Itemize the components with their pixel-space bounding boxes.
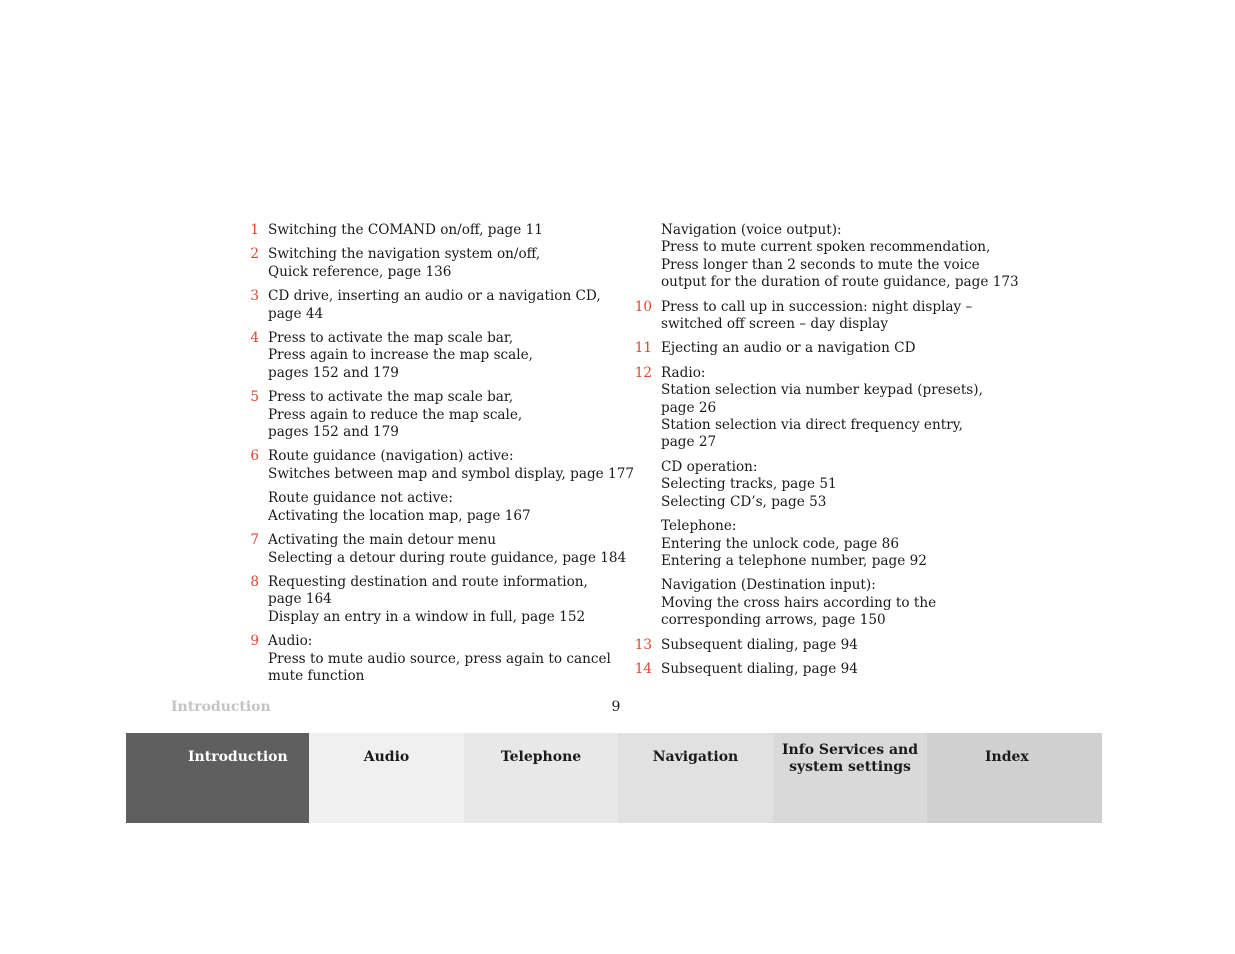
list-item (240, 330, 610, 382)
section-title: Introduction (171, 699, 271, 715)
list-item (240, 448, 634, 525)
item-number: 14 (634, 660, 652, 677)
item-number: 7 (250, 532, 259, 549)
item-number: 6 (250, 448, 259, 465)
item-text-line: Activating the main detour menu (268, 532, 497, 549)
item-text-line: Selecting tracks, page 51 (661, 476, 837, 493)
item-number: 4 (250, 330, 259, 347)
item-paragraph (268, 574, 610, 626)
item-paragraph (268, 288, 610, 323)
tab-info-services[interactable] (773, 733, 927, 823)
tab-audio[interactable] (309, 733, 464, 823)
item-paragraph (661, 637, 1010, 654)
item-number: 8 (250, 573, 259, 590)
item-text-line: switched off screen – day display (661, 316, 889, 333)
item-text-line: mute function (268, 667, 365, 684)
item-text-line: Selecting a detour during route guidance, page 184 (268, 549, 627, 566)
item-text-line: Telephone: (661, 518, 737, 535)
item-text-line: Subsequent dialing, page 94 (661, 636, 858, 653)
item-text-line: output for the duration of route guidance, page 173 (661, 274, 1019, 291)
item-paragraph (268, 389, 610, 441)
item-number: 9 (250, 633, 259, 650)
item-paragraph (661, 340, 1010, 357)
item-number: 3 (250, 288, 259, 305)
item-text-line: Entering a telephone number, page 92 (661, 552, 927, 569)
right-column (630, 222, 1019, 685)
item-number: 2 (250, 246, 259, 263)
tab-info-services-label-line1: Info Services and (781, 742, 919, 758)
list-item (630, 661, 1010, 678)
item-text-line: Switching the navigation system on/off, (268, 246, 541, 263)
tab-navigation-label: Navigation (652, 749, 739, 765)
item-text-line: Switches between map and symbol display, page 177 (268, 465, 634, 482)
item-number: 12 (634, 364, 652, 381)
list-item (240, 246, 610, 281)
item-text-line: Ejecting an audio or a navigation CD (661, 340, 916, 357)
list-item (630, 299, 1010, 334)
item-text-line: page 27 (661, 434, 717, 451)
item-text-line: pages 152 and 179 (268, 364, 399, 381)
list-item (630, 637, 1010, 654)
item-paragraph (268, 330, 610, 382)
item-paragraph (661, 222, 1019, 292)
item-text-line: Press longer than 2 seconds to mute the voice (661, 256, 980, 273)
item-text-line: Moving the cross hairs according to the (661, 594, 937, 611)
item-text-line: pages 152 and 179 (268, 424, 399, 441)
chapter-tabs (126, 733, 1102, 823)
item-paragraph (661, 518, 1010, 570)
item-text-line: page 44 (268, 305, 324, 322)
item-text-line: Press to activate the map scale bar, (268, 389, 514, 406)
item-paragraph (661, 577, 1010, 629)
item-text-line: page 26 (661, 399, 717, 416)
item-text-line: Radio: (661, 364, 706, 381)
item-text-line: Station selection via number keypad (presets), (661, 382, 983, 399)
item-text-line: CD drive, inserting an audio or a navigation CD, (268, 288, 601, 305)
tab-introduction-label: Introduction (188, 749, 288, 765)
page-number: 9 (611, 699, 621, 715)
item-text-line: Entering the unlock code, page 86 (661, 535, 899, 552)
item-paragraph (661, 459, 1010, 511)
item-text-line: Route guidance not active: (268, 490, 453, 507)
item-text-line: Station selection via direct frequency entry, (661, 417, 963, 434)
tab-telephone[interactable] (464, 733, 618, 823)
item-text-line: Activating the location map, page 167 (268, 507, 531, 524)
item-number: 11 (634, 340, 652, 357)
tab-index[interactable] (927, 733, 1102, 823)
item-text-line: Audio: (268, 633, 313, 650)
item-text-line: Press again to reduce the map scale, (268, 406, 523, 423)
item-number: 10 (634, 298, 652, 315)
left-column (240, 222, 634, 692)
item-paragraph (268, 490, 610, 525)
item-text-line: Press again to increase the map scale, (268, 347, 533, 364)
item-text-line: Requesting destination and route information, (268, 573, 588, 590)
tab-index-label: Index (985, 749, 1029, 765)
item-text-line: Display an entry in a window in full, page 152 (268, 608, 586, 625)
item-text-line: corresponding arrows, page 150 (661, 612, 886, 629)
item-text-line: Press to mute audio source, press again to cancel (268, 650, 611, 667)
item-text-line: Press to activate the map scale bar, (268, 330, 514, 347)
item-number: 5 (250, 389, 259, 406)
list-item (240, 633, 610, 685)
tab-telephone-label: Telephone (500, 749, 582, 765)
tab-navigation[interactable] (618, 733, 773, 823)
item-number: 13 (634, 636, 652, 653)
item-paragraph (661, 365, 1010, 452)
item-text-line: Press to mute current spoken recommendation, (661, 239, 991, 256)
list-item (240, 389, 610, 441)
tab-audio-label: Audio (363, 749, 410, 765)
list-item (240, 222, 610, 239)
item-paragraph (268, 448, 634, 483)
item-number: 1 (250, 222, 259, 238)
list-item (240, 574, 610, 626)
item-text-line: Navigation (Destination input): (661, 577, 876, 594)
item-text-line: CD operation: (661, 458, 758, 475)
list-item (630, 222, 1019, 292)
item-text-line: Quick reference, page 136 (268, 263, 452, 280)
item-paragraph (268, 222, 610, 239)
list-item (630, 365, 1010, 630)
list-item (240, 532, 627, 567)
tab-info-services-label-line2: system settings (789, 759, 911, 775)
item-paragraph (268, 633, 610, 685)
item-text-line: Navigation (voice output): (661, 222, 842, 238)
item-paragraph (268, 246, 610, 281)
list-item (240, 288, 610, 323)
list-item (630, 340, 1010, 357)
item-text-line: Switching the COMAND on/off, page 11 (268, 222, 543, 238)
item-text-line: Subsequent dialing, page 94 (661, 660, 858, 677)
item-text-line: Press to call up in succession: night display – (661, 298, 973, 315)
tab-introduction[interactable] (126, 733, 309, 823)
item-text-line: Route guidance (navigation) active: (268, 448, 514, 465)
item-paragraph (268, 532, 627, 567)
item-paragraph (661, 661, 1010, 678)
item-text-line: page 164 (268, 591, 332, 608)
item-paragraph (661, 299, 1010, 334)
item-text-line: Selecting CD’s, page 53 (661, 493, 827, 510)
